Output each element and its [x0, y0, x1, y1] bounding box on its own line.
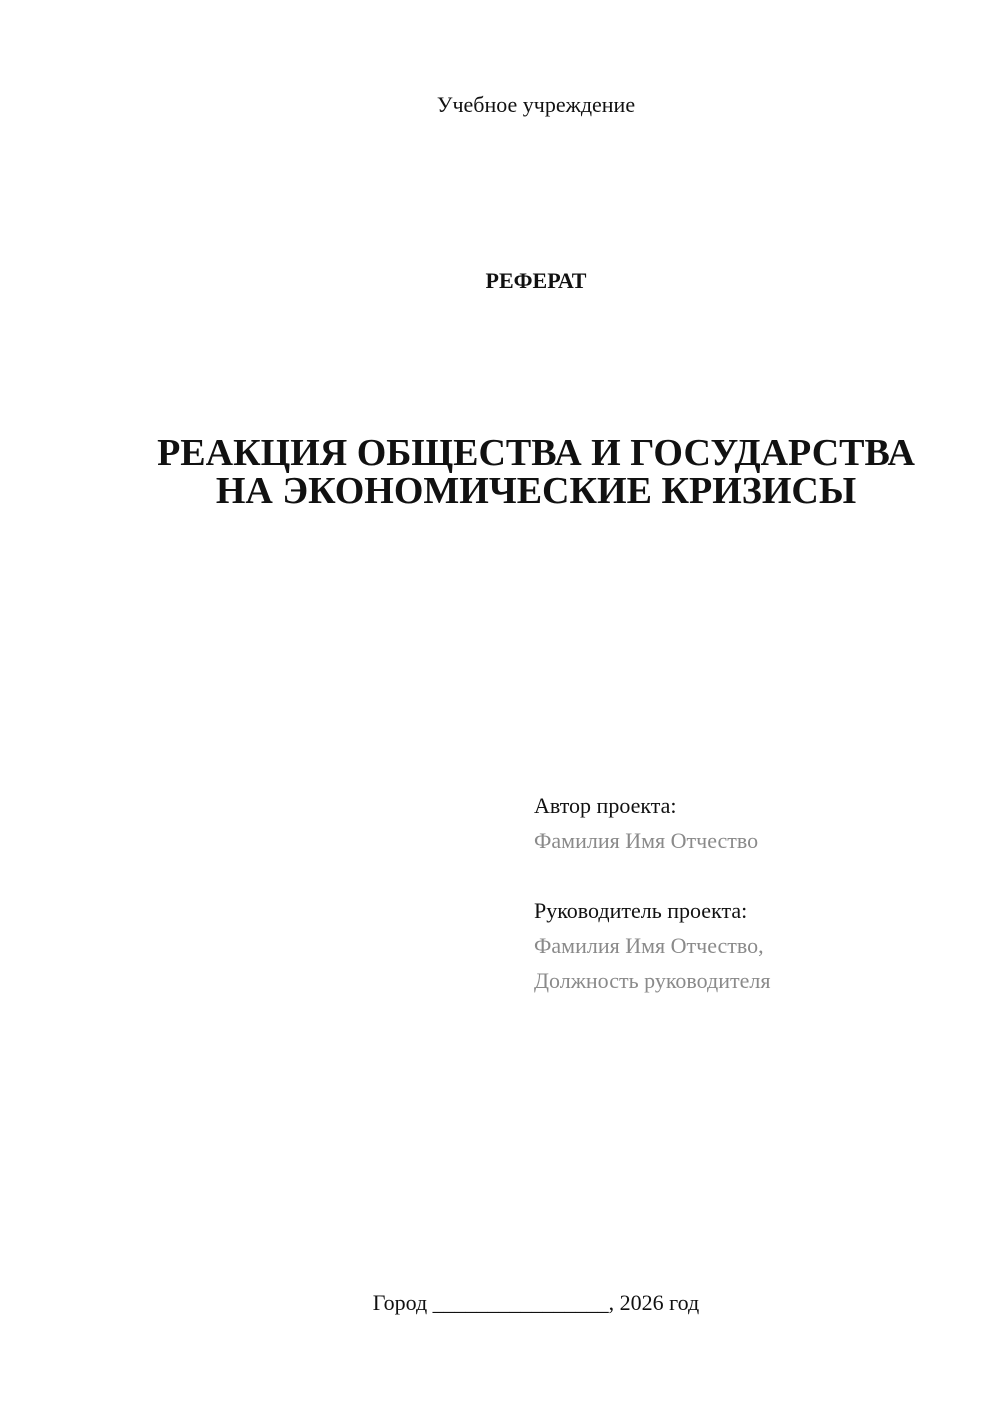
title-line-1: РЕАКЦИЯ ОБЩЕСТВА И ГОСУДАРСТВА	[157, 432, 915, 474]
city-year-line: Город ________________, 2026 год	[372, 1290, 700, 1315]
supervisor-name: Фамилия Имя Отчество,	[534, 933, 764, 958]
document-type: РЕФЕРАТ	[485, 268, 587, 293]
institution-name: Учебное учреждение	[436, 92, 636, 117]
title-line-2: НА ЭКОНОМИЧЕСКИЕ КРИЗИСЫ	[215, 470, 857, 512]
author-label: Автор проекта:	[534, 793, 677, 818]
credits-block	[534, 788, 974, 998]
author-name: Фамилия Имя Отчество	[534, 828, 759, 853]
supervisor-label: Руководитель проекта:	[534, 898, 748, 923]
document-title	[0, 434, 1000, 510]
credits-spacer	[534, 858, 974, 893]
supervisor-position: Должность руководителя	[534, 968, 771, 993]
